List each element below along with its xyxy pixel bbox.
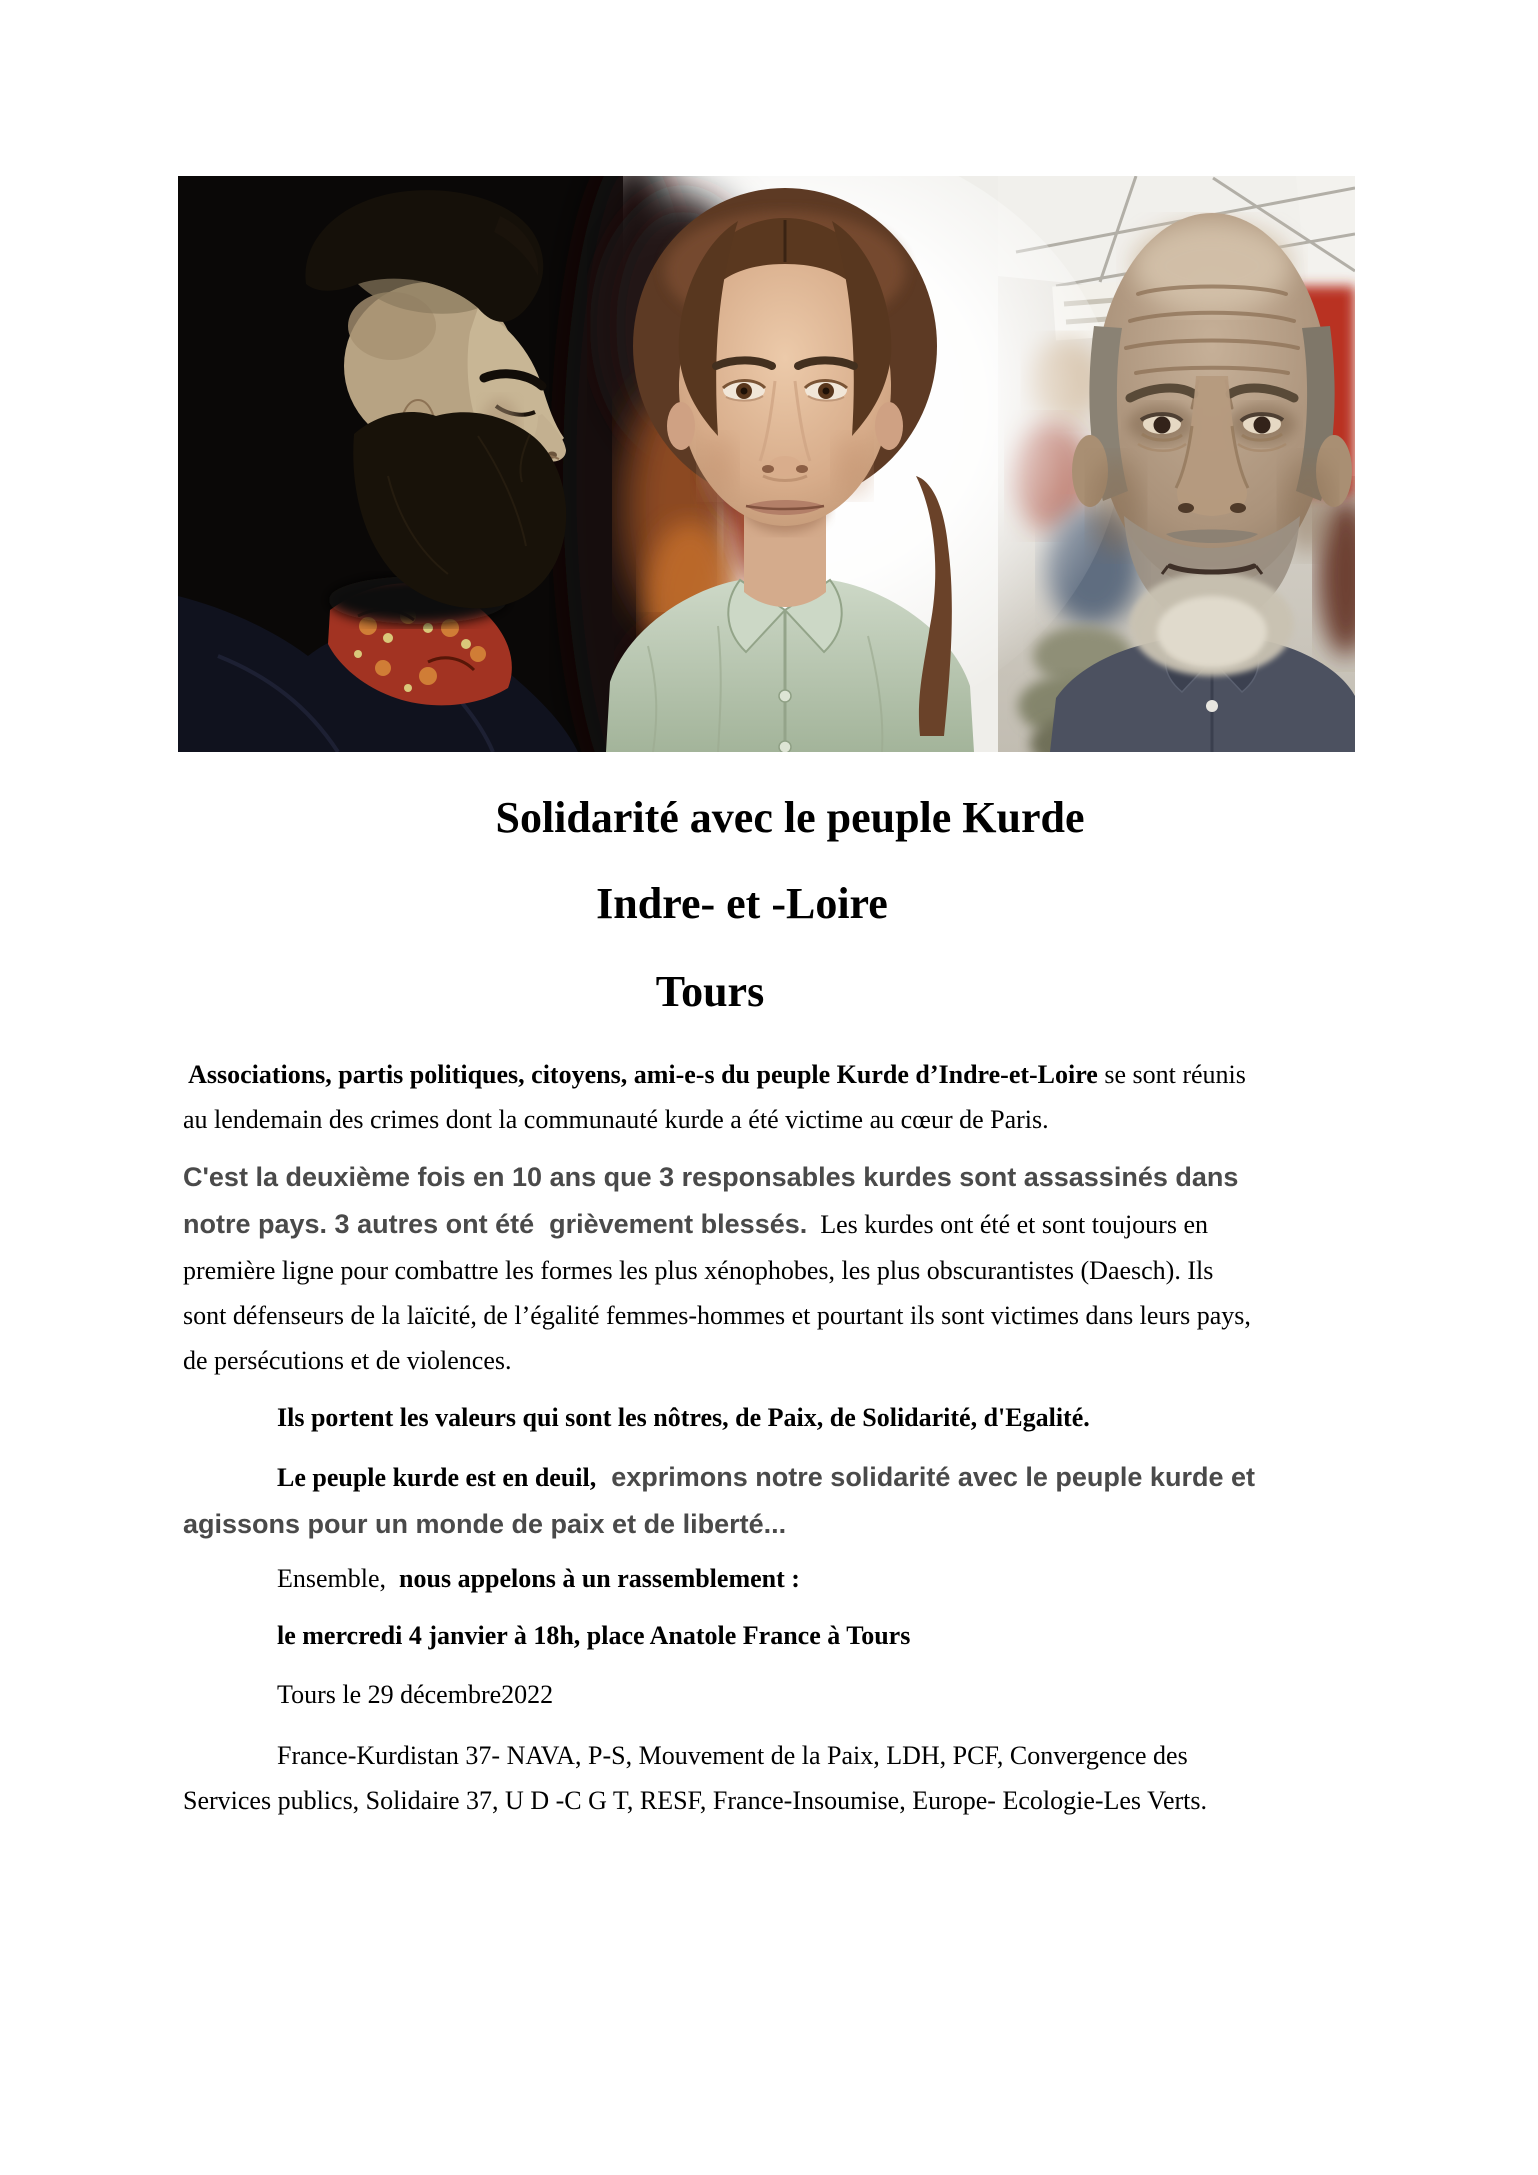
intro-bold-run: Associations, partis politiques, citoyens, ami-e-s du peuple Kurde d’Indre-et-Loire <box>183 1060 1098 1089</box>
signatories-line-1: France-Kurdistan 37- NAVA, P-S, Mouvement de la Paix, LDH, PCF, Convergence des <box>277 1741 1188 1770</box>
values-line: Ils portent les valeurs qui sont les nôtres, de Paix, de Solidarité, d'Egalité. <box>277 1403 1090 1432</box>
assassinations-line-2: notre pays. 3 autres ont été grièvement blessés. Les kurdes ont été et sont toujours en <box>183 1209 1209 1239</box>
intro-regular-run: se sont réunis <box>1097 1060 1246 1089</box>
paragraph-signatories <box>183 1733 1405 1823</box>
assassinations-line-5: de persécutions et de violences. <box>183 1346 512 1375</box>
title-city: Tours <box>655 967 765 1016</box>
paragraph-dateline <box>183 1672 1405 1717</box>
three-portraits-collage <box>178 176 1355 752</box>
mourning-line-2: agissons pour un monde de paix et de liberté... <box>183 1509 787 1539</box>
ensemble-line: Ensemble, nous appelons à un rassemblement : <box>277 1564 800 1593</box>
document-body <box>183 786 1405 1823</box>
paragraph-values <box>183 1395 1405 1440</box>
mourning-line-1: Le peuple kurde est en deuil, exprimons notre solidarité avec le peuple kurde et <box>277 1462 1255 1492</box>
shirt-button <box>779 690 791 702</box>
paragraph-intro <box>183 1052 1405 1142</box>
title-department: Indre- et -Loire <box>596 879 888 928</box>
paragraph-mourning <box>183 1454 1405 1548</box>
rally-date-line: le mercredi 4 janvier à 18h, place Anatole France à Tours <box>277 1621 911 1650</box>
intro-line-2: au lendemain des crimes dont la communauté kurde a été victime au cœur de Paris. <box>183 1105 1049 1134</box>
collage-illustration <box>178 176 1355 752</box>
assassinations-line-4: sont défenseurs de la laïcité, de l’égalité femmes-hommes et pourtant ils sont victimes dans leurs pays, <box>183 1301 1251 1330</box>
elder-eye <box>1154 417 1171 434</box>
paragraph-assassinations <box>183 1154 1405 1383</box>
title-solidarity: Solidarité avec le peuple Kurde <box>495 793 1085 842</box>
assassinations-line-3: première ligne pour combattre les formes les plus xénophobes, les plus obscurantistes (Daesch). Ils <box>183 1256 1214 1285</box>
dateline-line: Tours le 29 décembre2022 <box>277 1680 554 1709</box>
shirt-button <box>1206 700 1218 712</box>
intro-line-1 <box>183 1052 1405 1097</box>
paragraph-ensemble <box>183 1556 1405 1601</box>
assassinations-line-1: C'est la deuxième fois en 10 ans que 3 responsables kurdes sont assassinés dans <box>183 1162 1239 1192</box>
signatories-line-2: Services publics, Solidaire 37, U D -C G T, RESF, France-Insoumise, Europe- Ecologie-Les Verts. <box>183 1786 1208 1815</box>
paragraph-rally-date <box>183 1613 1405 1658</box>
